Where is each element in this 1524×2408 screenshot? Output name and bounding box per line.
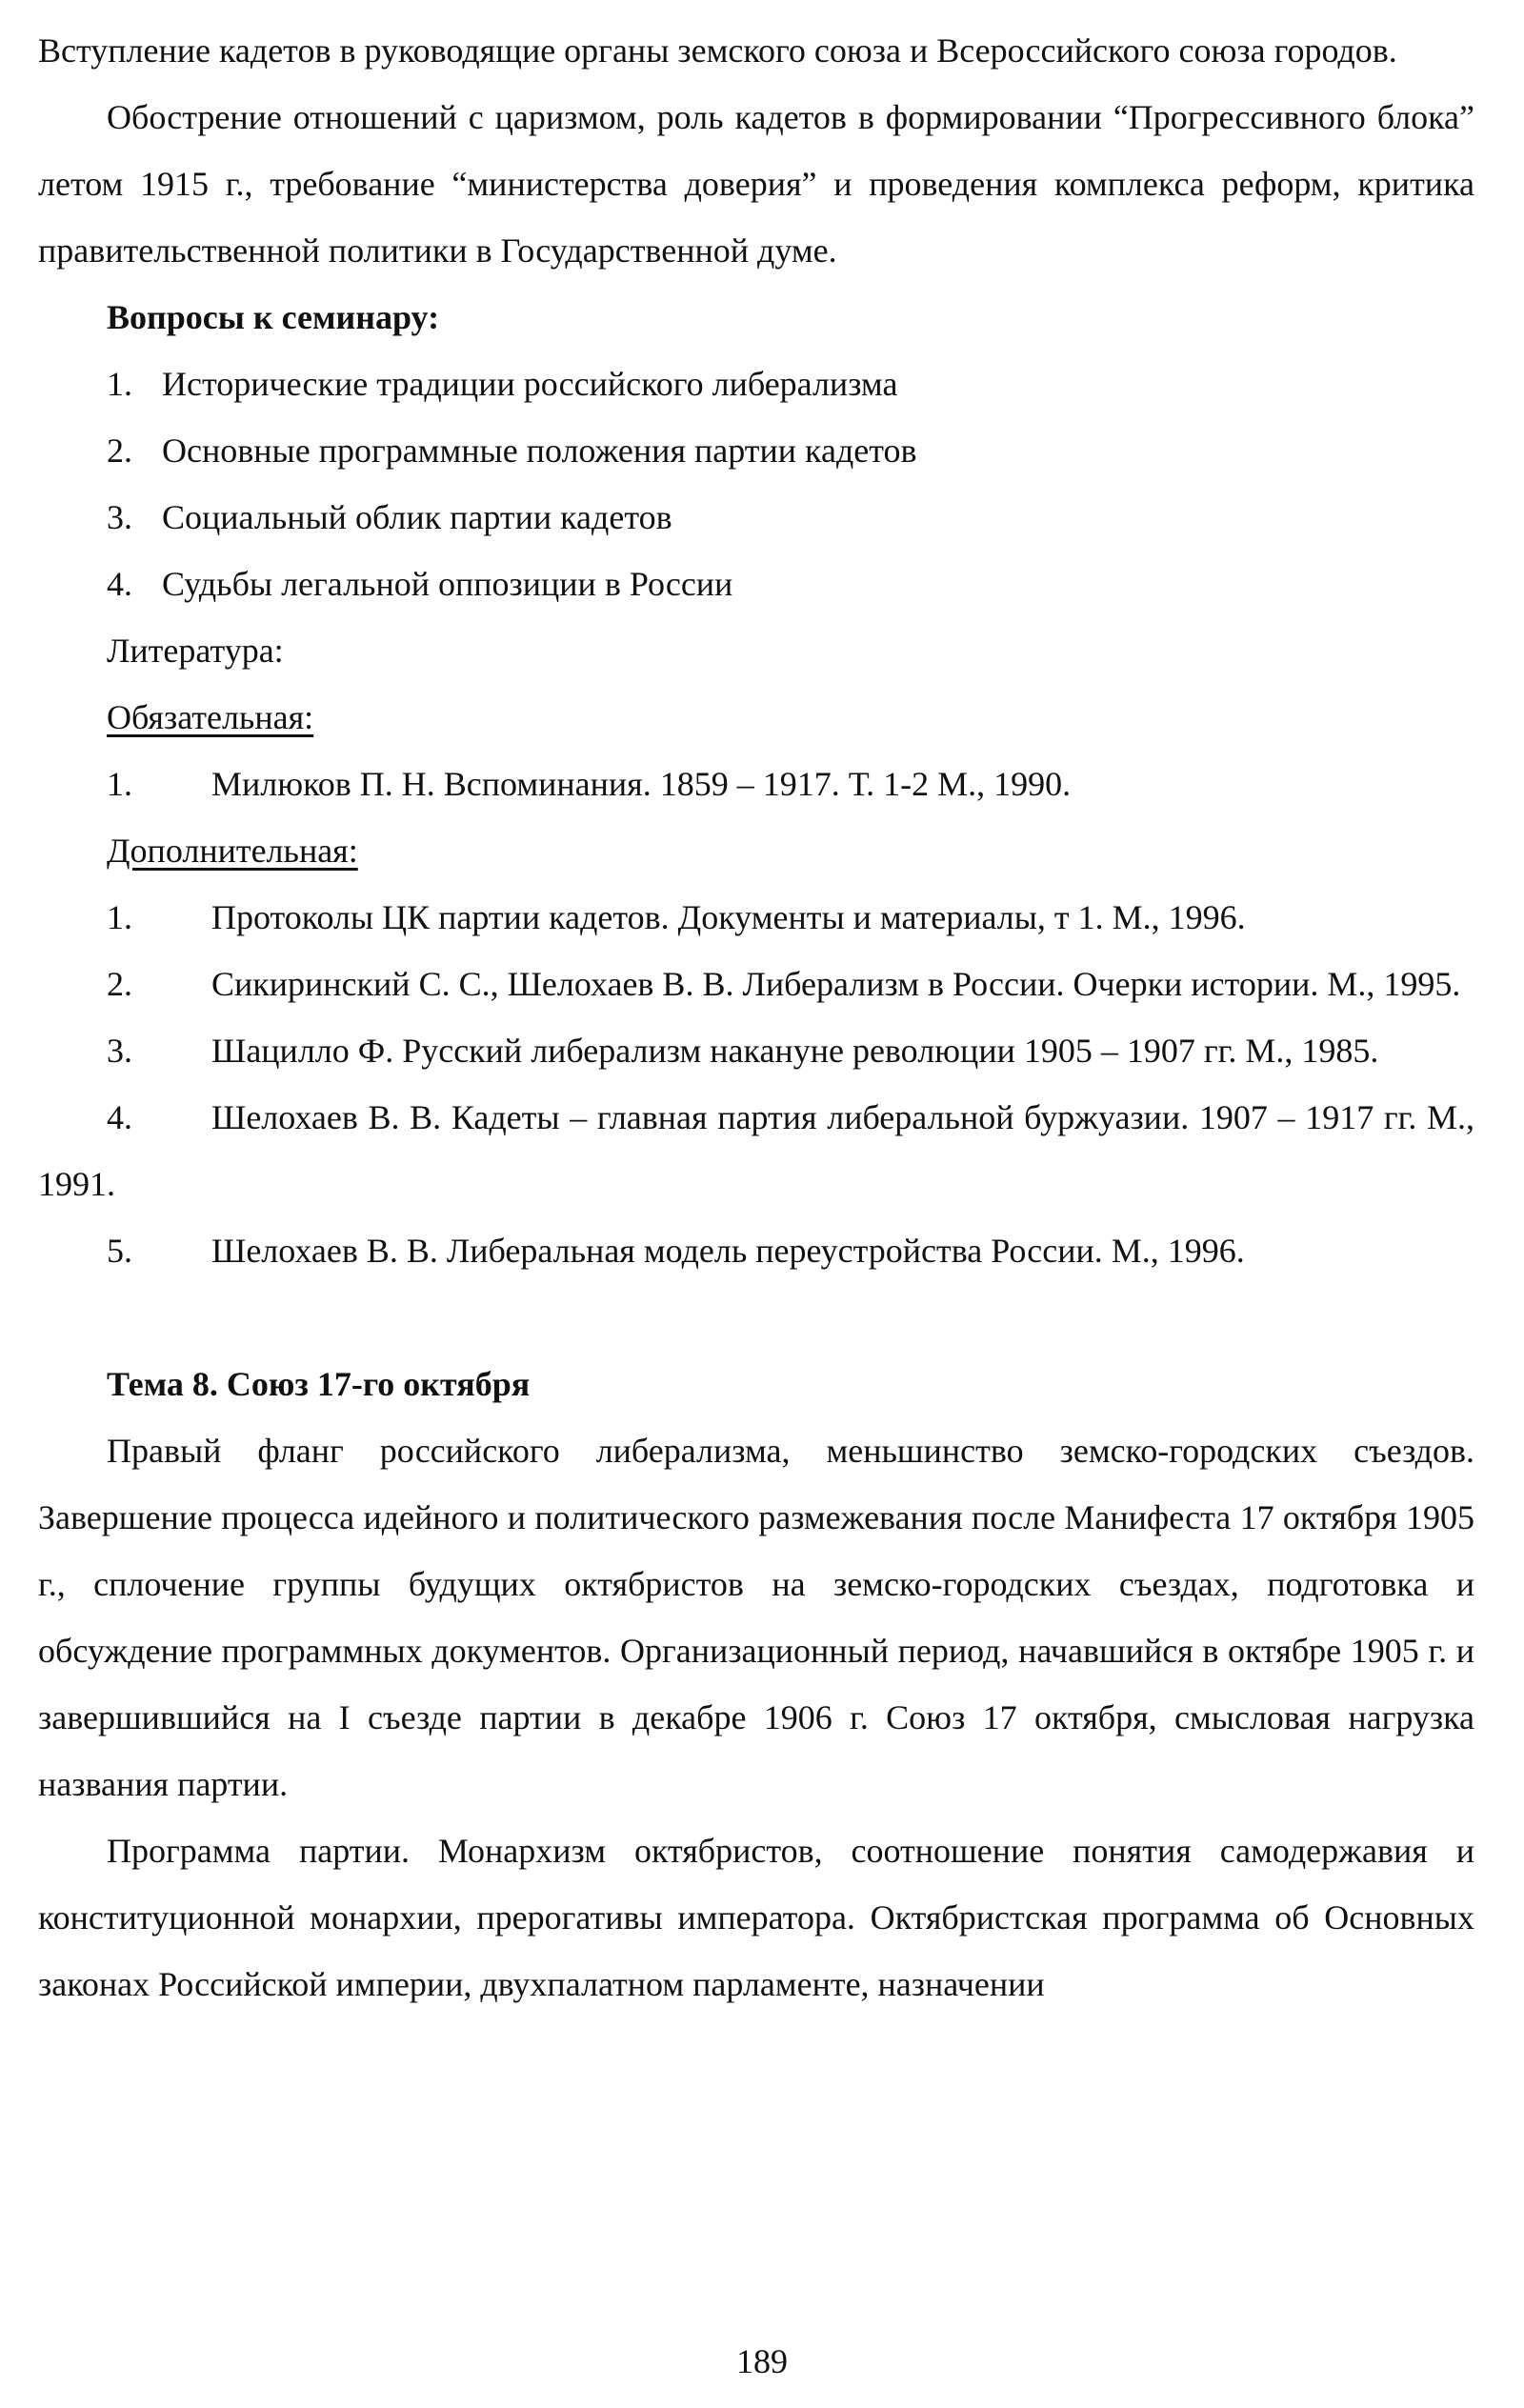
additional-literature-label: Дополнительная: <box>107 832 358 870</box>
literature-item <box>38 1084 1474 1217</box>
question-text: Исторические традиции российского либерализма <box>162 365 898 403</box>
question-number: 3. <box>107 498 132 536</box>
document-page <box>38 17 1474 2017</box>
literature-number: 3. <box>107 1032 132 1070</box>
literature-number: 1. <box>107 898 132 936</box>
literature-text: Шацилло Ф. Русский либерализм накануне революции 1905 – 1907 гг. М., 1985. <box>211 1032 1379 1070</box>
literature-item <box>38 1217 1474 1284</box>
literature-number: 4. <box>107 1098 132 1136</box>
question-text: Основные программные положения партии кадетов <box>162 431 917 470</box>
literature-item <box>38 884 1474 951</box>
additional-literature-label-row <box>38 817 1474 884</box>
literature-text: Шелохаев В. В. Либеральная модель переустройства России. М., 1996. <box>211 1232 1245 1270</box>
paragraph-right-flank: Правый фланг российского либерализма, меньшинство земско-городских съездов. Завершение процесса идейного и политического размежевания после Манифеста 17 октября 1905 г., сплочение группы будущих октябристов на земско-городских съездах, подготовка и обсуждение программных документов. Организационный период, начавшийся в октябре 1905 г. и завершившийся на I съезде партии в декабре 1906 г. Союз 17 октября, смысловая нагрузка названия партии. <box>38 1432 1474 1803</box>
question-item <box>38 417 1474 484</box>
literature-number: 1. <box>107 765 132 803</box>
page-number: 189 <box>736 2342 788 2380</box>
literature-item <box>38 951 1474 1017</box>
literature-label: Литература: <box>107 632 284 670</box>
paragraph-progressive-bloc: Обострение отношений с царизмом, роль кадетов в формировании “Прогрессивного блока” летом 1915 г., требование “министерства доверия” и проведения комплекса реформ, критика правительственной политики в Государственной думе. <box>38 98 1474 270</box>
literature-text: Шелохаев В. В. Кадеты – главная партия либеральной буржуазии. 1907 – 1917 гг. М., 1991. <box>38 1098 1474 1203</box>
literature-text: Сикиринский С. С., Шелохаев В. В. Либерализм в России. Очерки истории. М., 1995. <box>211 965 1461 1003</box>
question-number: 1. <box>107 365 132 403</box>
literature-text: Милюков П. Н. Вспоминания. 1859 – 1917. Т. 1-2 М., 1990. <box>211 765 1072 803</box>
literature-number: 2. <box>107 965 132 1003</box>
paragraph-party-program: Программа партии. Монархизм октябристов, соотношение понятия самодержавия и конституционной монархии, прерогативы императора. Октябристская программа об Основных законах Российской империи, двухпалатном парламенте, назначении <box>38 1832 1474 2003</box>
literature-number: 5. <box>107 1232 132 1270</box>
literature-item <box>38 751 1474 817</box>
question-text: Судьбы легальной оппозиции в России <box>162 565 733 603</box>
additional-literature-list <box>38 884 1474 1284</box>
literature-item <box>38 1017 1474 1084</box>
question-item <box>38 551 1474 617</box>
question-number: 2. <box>107 431 132 470</box>
question-item <box>38 351 1474 417</box>
question-text: Социальный облик партии кадетов <box>162 498 672 536</box>
section-spacer <box>38 1284 1474 1351</box>
seminar-questions-list <box>38 351 1474 617</box>
seminar-heading: Вопросы к семинару: <box>107 298 440 336</box>
literature-text: Протоколы ЦК партии кадетов. Документы и материалы, т 1. М., 1996. <box>211 898 1246 936</box>
required-literature-list <box>38 751 1474 817</box>
required-literature-label-row <box>38 684 1474 751</box>
question-item <box>38 484 1474 551</box>
question-number: 4. <box>107 565 132 603</box>
topic-8-heading: Тема 8. Союз 17-го октября <box>107 1365 531 1403</box>
required-literature-label: Обязательная: <box>107 698 314 736</box>
paragraph-zemstvo-union: Вступление кадетов в руководящие органы земского союза и Всероссийского союза городов. <box>38 31 1397 70</box>
